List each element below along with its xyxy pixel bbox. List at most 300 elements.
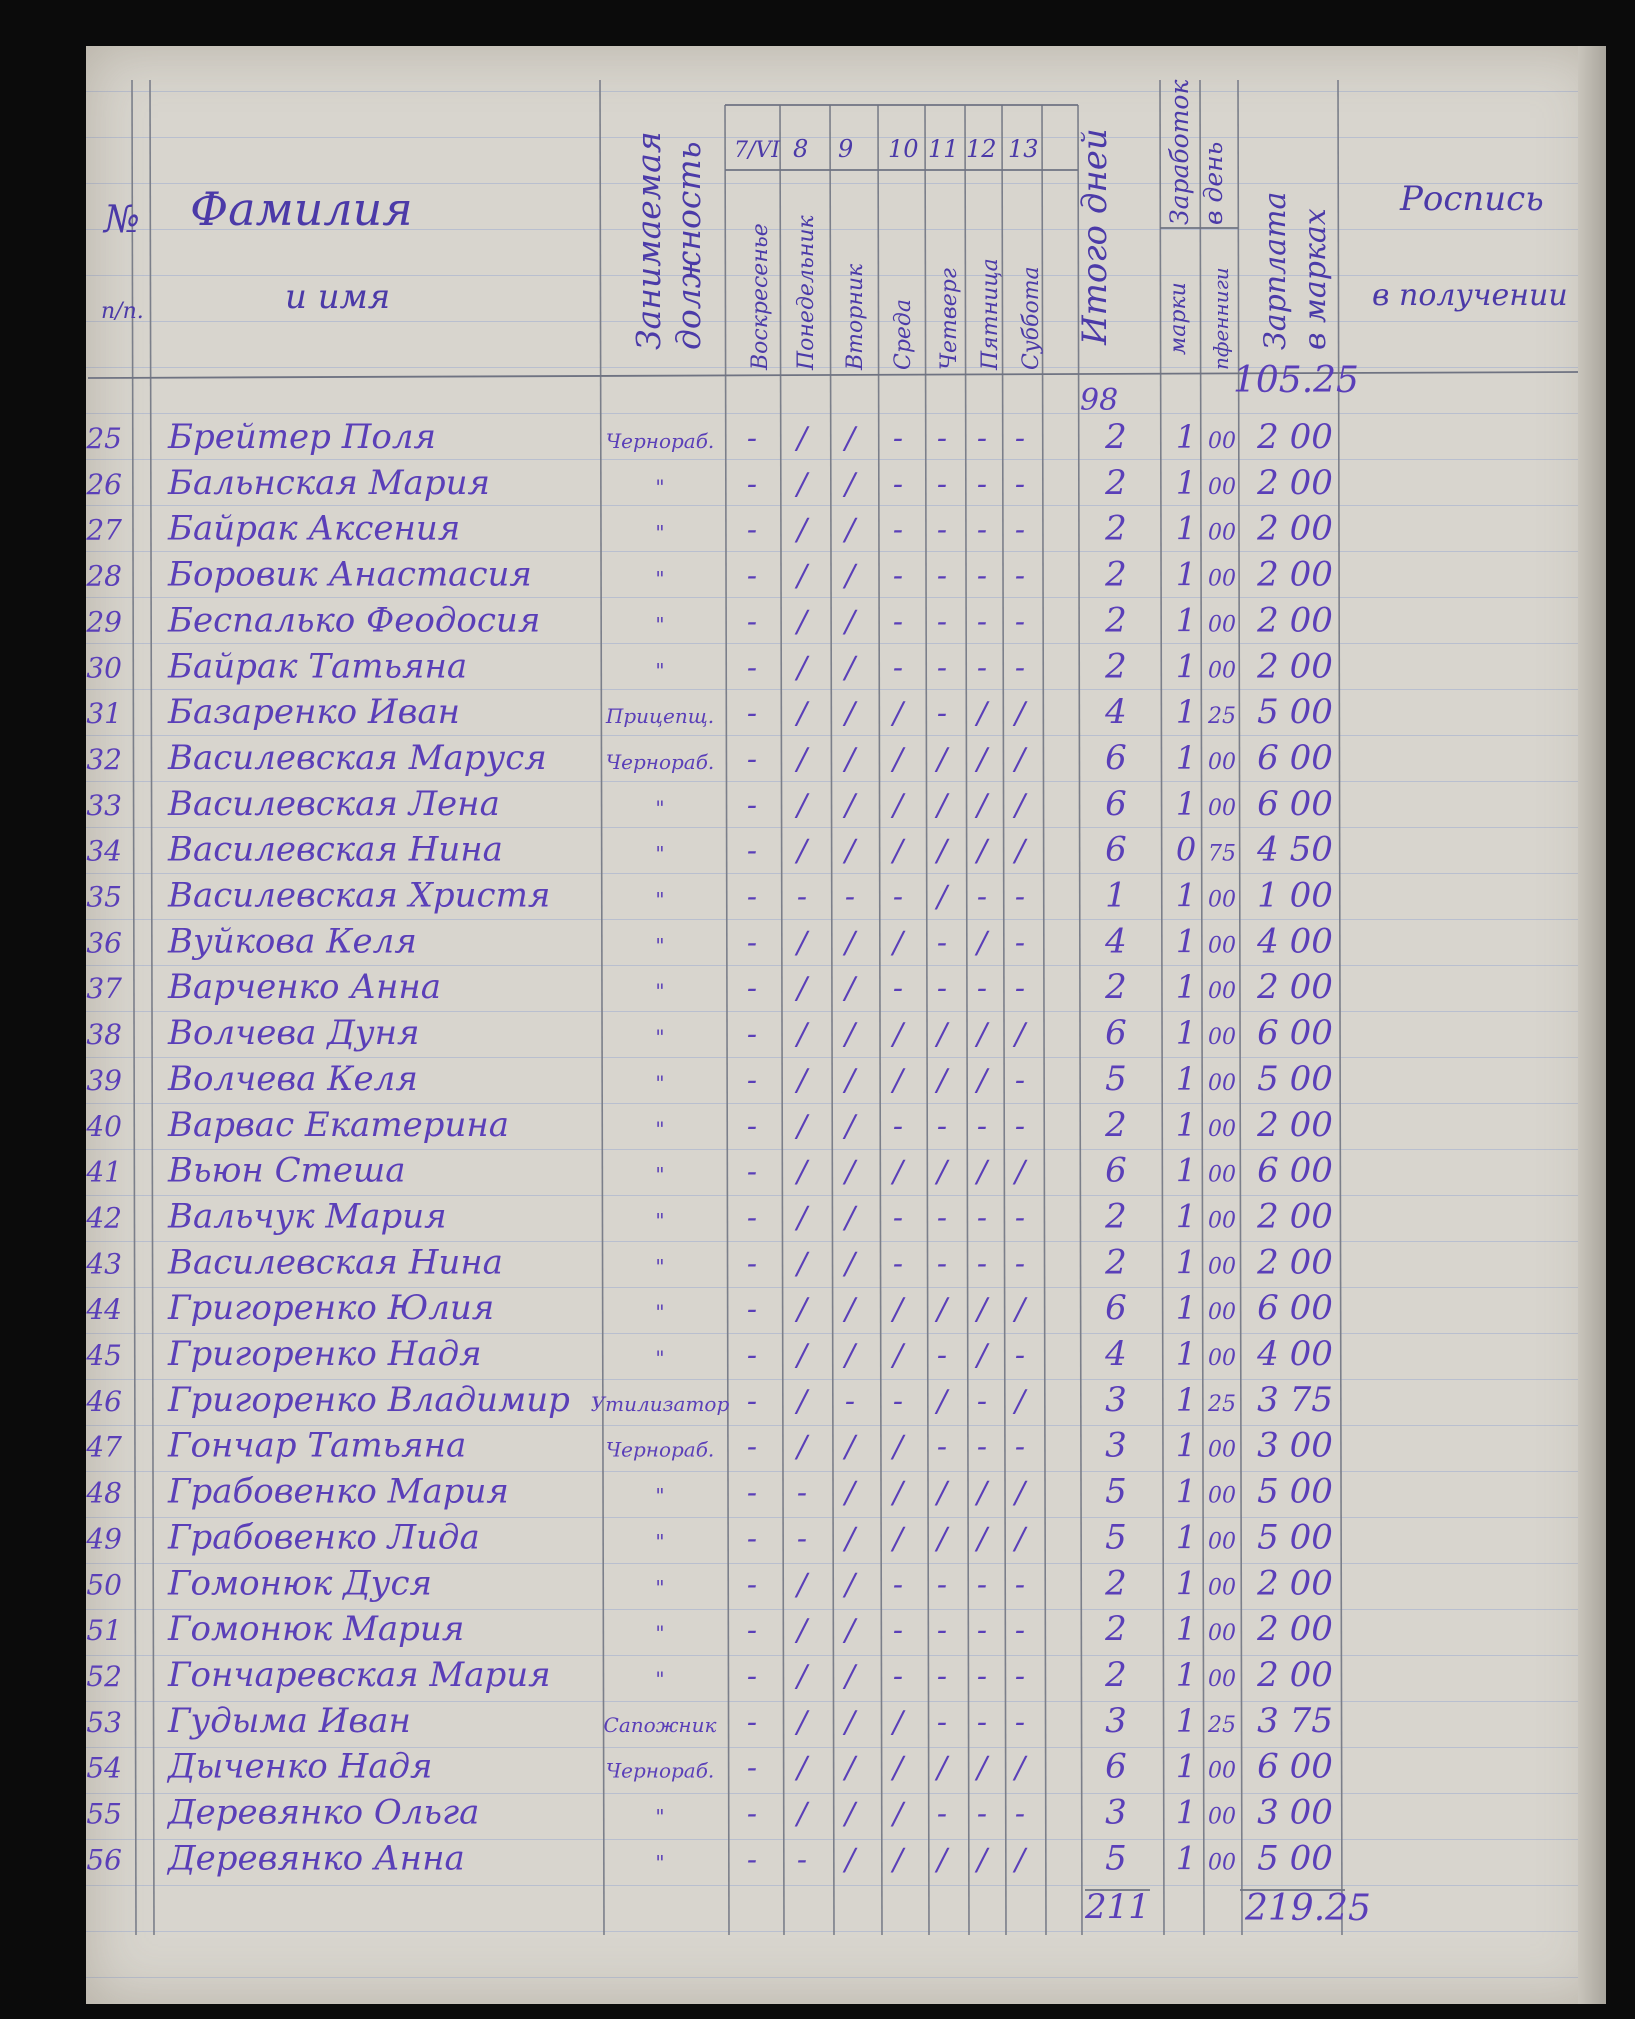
row-occupation: ": [655, 1116, 665, 1141]
row-day-mark: /: [796, 741, 808, 777]
row-name: Вуйкова Келя: [168, 921, 417, 962]
row-rate-pfennig: 00: [1208, 1758, 1236, 1784]
row-occupation: ": [655, 658, 665, 683]
row-day-mark: -: [1014, 1613, 1026, 1649]
row-occupation: ": [655, 566, 665, 591]
table-row: [86, 1563, 1332, 1603]
row-day-mark: -: [746, 1842, 758, 1878]
row-day-mark: -: [746, 1567, 758, 1603]
row-day-mark: -: [936, 558, 948, 594]
grid-column-line: [725, 105, 729, 1935]
table-row: [86, 1609, 1332, 1649]
row-day-mark: -: [936, 925, 948, 961]
row-day-mark: /: [844, 1429, 856, 1465]
row-day-mark: -: [746, 1017, 758, 1053]
row-rate-marks: 1: [1175, 784, 1197, 823]
row-name: Брейтер Поля: [168, 417, 436, 457]
row-day-mark: /: [844, 971, 856, 1007]
table-row: [86, 876, 1332, 916]
row-rate-marks: 1: [1175, 647, 1197, 686]
header-weekday-5: Четверг: [937, 268, 962, 370]
row-day-mark: -: [746, 925, 758, 961]
row-wage: 2 00: [1257, 1654, 1333, 1695]
row-day-mark: -: [892, 604, 904, 640]
row-day-mark: -: [1014, 421, 1026, 456]
row-day-mark: /: [844, 466, 856, 502]
row-total-days: 2: [1105, 554, 1127, 595]
row-day-mark: /: [796, 1704, 808, 1740]
row-day-mark: -: [936, 466, 948, 502]
header-weekday-4: Среда: [891, 299, 916, 370]
row-rate-marks: 1: [1175, 1747, 1197, 1786]
row-day-mark: -: [936, 421, 948, 456]
grid-column-line: [965, 105, 969, 1935]
row-day-mark: /: [892, 1475, 904, 1511]
row-occupation: Чернораб.: [605, 1437, 715, 1462]
row-occupation: ": [655, 1804, 665, 1829]
row-day-mark: -: [746, 879, 758, 915]
row-day-mark: /: [844, 1475, 856, 1511]
row-name: Байрак Аксения: [168, 508, 461, 549]
row-total-days: 2: [1105, 1654, 1127, 1695]
row-day-mark: /: [844, 1200, 856, 1236]
row-day-mark: -: [746, 1338, 758, 1373]
row-number: 41: [86, 1155, 122, 1189]
row-day-mark: /: [936, 1017, 948, 1053]
row-name: Григоренко Владимир: [168, 1379, 570, 1420]
row-occupation: ": [655, 979, 665, 1004]
row-day-mark: /: [936, 833, 948, 869]
row-day-mark: -: [892, 1567, 904, 1603]
row-day-mark: /: [844, 558, 856, 594]
row-day-mark: -: [892, 1108, 904, 1144]
row-day-mark: /: [796, 1154, 808, 1190]
row-rate-marks: 1: [1175, 693, 1197, 732]
table-row: [85, 1472, 1332, 1512]
table-row: [86, 784, 1332, 824]
table-row: [86, 1793, 1332, 1833]
table-row: [86, 692, 1332, 732]
row-day-mark: -: [936, 1796, 948, 1832]
row-total-days: 2: [1105, 1563, 1127, 1604]
row-day-mark: -: [936, 971, 948, 1007]
row-rate-marks: 1: [1175, 968, 1197, 1007]
row-number: 36: [86, 926, 122, 960]
table-row: [85, 1380, 1332, 1420]
row-name: Григоренко Юлия: [168, 1288, 495, 1329]
row-rate-pfennig: 75: [1208, 841, 1236, 867]
row-wage: 3 75: [1257, 1700, 1333, 1741]
row-day-mark: -: [976, 1200, 988, 1236]
row-day-mark: -: [976, 558, 988, 594]
row-day-mark: /: [796, 833, 808, 869]
row-wage: 3 75: [1257, 1379, 1333, 1420]
row-rate-marks: 1: [1175, 1839, 1197, 1878]
row-day-mark: /: [892, 833, 904, 869]
row-name: Гончар Татьяна: [168, 1425, 467, 1466]
row-total-days: 4: [1105, 692, 1127, 733]
row-occupation: ": [655, 1346, 665, 1370]
row-rate-pfennig: 00: [1208, 658, 1236, 684]
table-row: [86, 1059, 1332, 1099]
row-total-days: 3: [1105, 1792, 1127, 1833]
table-row: [85, 1517, 1332, 1557]
row-day-mark: /: [892, 1521, 904, 1557]
row-day-mark: -: [936, 1567, 948, 1603]
row-day-mark: /: [936, 879, 948, 915]
row-day-mark: /: [892, 1062, 904, 1098]
row-wage: 5 00: [1257, 1058, 1333, 1099]
table-body: [85, 417, 1332, 1878]
table-row: [86, 738, 1332, 778]
row-day-mark: /: [936, 1842, 948, 1878]
row-total-days: 2: [1105, 417, 1127, 457]
row-rate-pfennig: 00: [1208, 1575, 1236, 1601]
row-number: 53: [86, 1705, 122, 1739]
grid-column-line: [1078, 105, 1082, 1935]
header-occupation-line1: Занимаемая: [629, 131, 668, 350]
row-rate-pfennig: 00: [1208, 520, 1236, 546]
row-day-mark: -: [892, 421, 904, 456]
row-day-mark: -: [746, 1429, 758, 1465]
grid-column-line: [600, 80, 604, 1935]
row-day-mark: /: [976, 787, 988, 823]
row-rate-marks: 1: [1175, 509, 1197, 548]
row-occupation: ": [655, 612, 665, 637]
row-day-mark: -: [936, 650, 948, 686]
row-name: Гомонюк Дуся: [168, 1563, 432, 1604]
row-rate-pfennig: 00: [1208, 1300, 1236, 1326]
row-total-days: 2: [1105, 600, 1127, 641]
row-wage: 2 00: [1257, 417, 1333, 457]
row-day-mark: /: [796, 604, 808, 640]
row-total-days: 6: [1105, 1013, 1127, 1054]
row-day-mark: -: [1014, 466, 1026, 502]
row-day-mark: -: [892, 1246, 904, 1282]
grid-column-line: [878, 105, 882, 1935]
row-total-days: 2: [1105, 1609, 1127, 1650]
row-number: 38: [86, 1018, 122, 1052]
row-occupation: Чернораб.: [605, 429, 715, 453]
row-day-mark: -: [976, 1658, 988, 1694]
row-rate-pfennig: 00: [1208, 1346, 1236, 1371]
row-day-mark: /: [1014, 1017, 1026, 1053]
table-row: [86, 1655, 1332, 1695]
row-rate-marks: 1: [1175, 1518, 1197, 1557]
row-total-days: 3: [1105, 1425, 1127, 1466]
row-rate-pfennig: 25: [1208, 1391, 1236, 1417]
row-day-mark: -: [746, 650, 758, 686]
row-name: Деревянко Ольга: [168, 1792, 480, 1833]
row-day-mark: -: [1014, 558, 1026, 594]
row-number: 45: [86, 1339, 122, 1372]
row-rate-pfennig: 00: [1208, 1529, 1236, 1555]
total-wage: 219.25: [1245, 1888, 1371, 1929]
row-day-mark: -: [746, 1704, 758, 1740]
row-day-mark: /: [1014, 1750, 1026, 1786]
table-row: [86, 646, 1332, 686]
row-occupation: Чернораб.: [605, 1758, 715, 1783]
row-number: 35: [86, 880, 122, 914]
row-rate-pfennig: 25: [1208, 1712, 1236, 1738]
header-date-7: 13: [1008, 135, 1039, 163]
row-rate-pfennig: 00: [1208, 795, 1236, 821]
row-wage: 2 00: [1257, 1196, 1333, 1237]
row-day-mark: /: [796, 650, 808, 686]
row-day-mark: -: [746, 1108, 758, 1144]
row-day-mark: /: [796, 466, 808, 502]
row-name: Василевская Христя: [168, 875, 551, 916]
row-rate-marks: 1: [1175, 922, 1197, 961]
row-wage: 2 00: [1257, 1242, 1333, 1283]
row-day-mark: /: [892, 1750, 904, 1786]
row-occupation: ": [655, 1162, 665, 1187]
row-day-mark: -: [746, 1062, 758, 1098]
row-number: 27: [86, 513, 122, 547]
row-day-mark: /: [936, 741, 948, 777]
row-day-mark: -: [1014, 1429, 1026, 1465]
header-wage-line1: Зарплата: [1258, 191, 1293, 350]
row-total-days: 6: [1105, 1288, 1127, 1329]
row-day-mark: -: [746, 1292, 758, 1328]
row-day-mark: /: [844, 1108, 856, 1144]
row-name: Гомонюк Мария: [168, 1609, 465, 1650]
row-wage: 2 00: [1257, 554, 1333, 595]
header-weekday-7: Суббота: [1019, 266, 1044, 370]
row-day-mark: /: [892, 1796, 904, 1832]
row-day-mark: -: [976, 1108, 988, 1144]
row-day-mark: -: [746, 1383, 758, 1419]
row-occupation: ": [655, 520, 665, 545]
row-day-mark: /: [844, 833, 856, 869]
carry-over-days: 98: [1080, 383, 1119, 418]
row-day-mark: /: [796, 1108, 808, 1144]
row-wage: 5 00: [1257, 1517, 1333, 1558]
row-wage: 6 00: [1257, 1013, 1333, 1054]
row-wage: 2 00: [1257, 462, 1333, 503]
row-day-mark: -: [976, 1567, 988, 1603]
row-day-mark: -: [976, 1796, 988, 1832]
row-day-mark: -: [844, 879, 856, 915]
row-occupation: ": [655, 1025, 665, 1050]
row-rate-pfennig: 00: [1208, 1804, 1236, 1830]
row-total-days: 6: [1105, 1746, 1127, 1787]
row-day-mark: /: [892, 696, 904, 732]
row-wage: 5 00: [1257, 1471, 1333, 1512]
row-occupation: ": [655, 887, 665, 912]
row-day-mark: -: [1014, 512, 1026, 548]
row-day-mark: /: [844, 1521, 856, 1557]
row-total-days: 2: [1105, 1242, 1127, 1283]
row-day-mark: -: [976, 512, 988, 548]
row-rate-pfennig: 00: [1208, 1208, 1236, 1234]
row-rate-pfennig: 25: [1208, 704, 1236, 730]
row-day-mark: /: [976, 1154, 988, 1190]
row-rate-marks: 1: [1175, 1701, 1197, 1740]
row-day-mark: /: [976, 1750, 988, 1786]
row-day-mark: /: [844, 1796, 856, 1832]
row-day-mark: /: [796, 558, 808, 594]
row-total-days: 2: [1105, 1104, 1127, 1145]
row-number: 50: [86, 1568, 122, 1602]
row-rate-pfennig: 00: [1208, 749, 1236, 775]
row-day-mark: -: [1014, 879, 1026, 915]
row-wage: 3 00: [1257, 1792, 1333, 1833]
row-day-mark: /: [844, 1338, 856, 1373]
row-day-mark: -: [1014, 1658, 1026, 1694]
row-occupation: Сапожник: [603, 1712, 717, 1737]
row-name: Вьюн Стеша: [168, 1150, 406, 1191]
table-row: [85, 1151, 1332, 1191]
row-name: Волчева Дуня: [168, 1013, 420, 1054]
row-day-mark: -: [1014, 1338, 1026, 1373]
row-wage: 2 00: [1257, 600, 1333, 641]
row-rate-marks: 1: [1175, 1335, 1197, 1373]
row-number: 25: [86, 422, 122, 455]
table-row: [86, 1701, 1332, 1741]
row-day-mark: -: [746, 1154, 758, 1190]
row-day-mark: -: [976, 1613, 988, 1649]
row-day-mark: -: [936, 1200, 948, 1236]
row-number: 33: [86, 788, 122, 822]
row-day-mark: /: [844, 787, 856, 823]
header-earnings-line1: Заработок: [1165, 79, 1194, 225]
row-day-mark: -: [746, 604, 758, 640]
row-wage: 4 00: [1257, 1334, 1333, 1374]
row-day-mark: /: [796, 1200, 808, 1236]
row-name: Гончаревская Мария: [168, 1654, 551, 1695]
row-day-mark: /: [1014, 1383, 1026, 1419]
row-day-mark: /: [844, 512, 856, 548]
row-occupation: ": [655, 1850, 665, 1875]
row-rate-pfennig: 00: [1208, 1070, 1236, 1096]
row-day-mark: -: [976, 466, 988, 502]
row-day-mark: -: [892, 879, 904, 915]
row-number: 46: [86, 1384, 122, 1418]
row-name: Варченко Анна: [168, 967, 442, 1008]
row-rate-pfennig: 00: [1208, 1850, 1236, 1876]
table-row: [86, 1747, 1332, 1787]
row-day-mark: -: [892, 558, 904, 594]
row-day-mark: /: [976, 1062, 988, 1098]
grid-column-line: [150, 80, 154, 1935]
row-day-mark: -: [746, 1613, 758, 1649]
row-day-mark: -: [746, 421, 758, 456]
row-day-mark: /: [1014, 741, 1026, 777]
row-rate-marks: 1: [1175, 601, 1197, 640]
row-day-mark: /: [796, 1658, 808, 1694]
row-day-mark: /: [1014, 787, 1026, 823]
row-day-mark: /: [936, 1475, 948, 1511]
row-rate-pfennig: 00: [1208, 612, 1236, 638]
row-day-mark: -: [1014, 1567, 1026, 1603]
row-total-days: 2: [1105, 462, 1127, 503]
header-occupation-line2: должность: [669, 141, 708, 350]
row-name: Дыченко Надя: [168, 1746, 433, 1787]
table-row: [86, 1013, 1332, 1053]
table-row: [85, 1288, 1332, 1328]
row-name: Бальнская Мария: [168, 462, 491, 503]
row-day-mark: /: [936, 1062, 948, 1098]
row-occupation: ": [655, 1666, 665, 1691]
table-row: [86, 967, 1332, 1007]
row-day-mark: -: [1014, 650, 1026, 686]
row-day-mark: /: [1014, 696, 1026, 732]
row-name: Вальчук Мария: [168, 1196, 447, 1237]
grid-column-line: [1338, 80, 1342, 1935]
row-day-mark: -: [936, 696, 948, 732]
row-day-mark: -: [936, 1108, 948, 1144]
row-day-mark: -: [796, 1475, 808, 1511]
row-day-mark: /: [796, 1613, 808, 1649]
header-date-2: 8: [793, 135, 809, 163]
row-day-mark: -: [936, 1338, 948, 1373]
row-day-mark: -: [1014, 1108, 1026, 1144]
header-wage-line2: в марках: [1298, 208, 1333, 350]
row-day-mark: -: [892, 1200, 904, 1236]
row-wage: 5 00: [1257, 692, 1333, 733]
row-day-mark: /: [796, 1750, 808, 1786]
row-rate-marks: 1: [1175, 555, 1197, 594]
header-num: №: [104, 197, 140, 241]
header-total-days: Итого дней: [1075, 128, 1115, 345]
row-rate-marks: 1: [1175, 1197, 1197, 1236]
row-total-days: 4: [1105, 1334, 1127, 1374]
row-day-mark: -: [1014, 1704, 1026, 1740]
row-total-days: 5: [1105, 1058, 1127, 1099]
row-rate-pfennig: 00: [1208, 1254, 1236, 1280]
row-day-mark: /: [892, 1338, 904, 1373]
row-name: Грабовенко Лида: [168, 1517, 480, 1558]
row-day-mark: -: [1014, 1246, 1026, 1282]
row-number: 39: [86, 1063, 122, 1097]
row-total-days: 4: [1105, 921, 1127, 962]
row-day-mark: -: [936, 512, 948, 548]
row-name: Василевская Нина: [168, 1242, 503, 1283]
row-rate-pfennig: 00: [1208, 979, 1236, 1005]
row-day-mark: /: [844, 1567, 856, 1603]
table-row: [85, 555, 1332, 595]
row-day-mark: /: [796, 1338, 808, 1373]
row-day-mark: /: [844, 1017, 856, 1053]
row-occupation: Утилизатор: [590, 1391, 730, 1416]
row-occupation: Прицепщ.: [605, 704, 715, 729]
row-occupation: ": [655, 474, 665, 499]
header-weekday-2: Понедельник: [794, 215, 819, 370]
row-day-mark: -: [746, 512, 758, 548]
row-rate-marks: 1: [1175, 1151, 1197, 1190]
row-rate-marks: 1: [1175, 418, 1197, 456]
row-wage: 3 00: [1257, 1425, 1333, 1466]
row-name: Гудыма Иван: [168, 1700, 411, 1741]
row-day-mark: -: [844, 1383, 856, 1419]
row-day-mark: /: [844, 1154, 856, 1190]
row-day-mark: -: [1014, 1200, 1026, 1236]
table-row: [85, 1426, 1332, 1466]
row-day-mark: /: [796, 1246, 808, 1282]
row-day-mark: /: [796, 1567, 808, 1603]
row-day-mark: /: [976, 1292, 988, 1328]
header-signature-line2: в получении: [1372, 278, 1568, 313]
row-number: 28: [86, 559, 122, 593]
row-rate-marks: 1: [1175, 876, 1197, 915]
header-earnings-line2: в день: [1199, 141, 1228, 225]
row-number: 31: [86, 697, 122, 731]
row-day-mark: /: [892, 925, 904, 961]
header-weekday-6: Пятница: [978, 258, 1003, 370]
totals-row: [1084, 1887, 1371, 1929]
row-wage: 2 00: [1257, 1563, 1333, 1604]
